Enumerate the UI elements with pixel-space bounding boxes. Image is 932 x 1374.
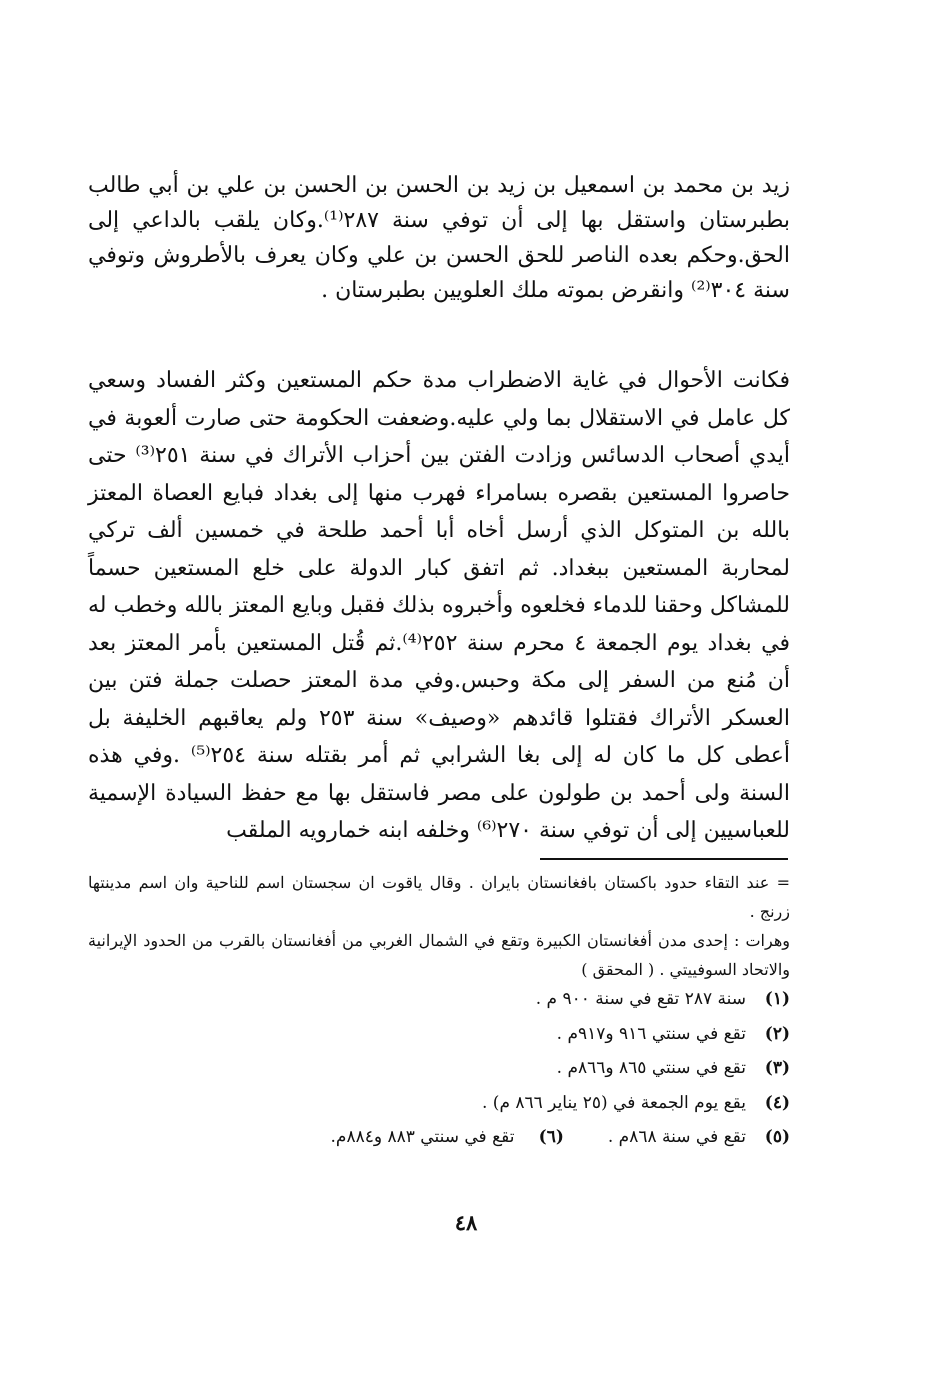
footnote-3	[88, 1054, 790, 1089]
footnote-1	[88, 985, 790, 1020]
footnote-text: تقع في سنة ٨٦٨م .	[607, 1127, 746, 1147]
page-number: ٤٨	[454, 1210, 478, 1235]
note-continuation-1: = عند التقاء حدود باكستان بافغانستان بايران . وقال ياقوت ان سجستان اسم للناحية وان اسم مدينتها زرنج .	[88, 873, 790, 921]
footnote-number: (٥)	[764, 1127, 790, 1147]
footnote-text: تقع في سنتي ٩١٦ و٩١٧م .	[556, 1023, 746, 1044]
footnote-text: سنة ٢٨٧ تقع في سنة ٩٠٠ م .	[535, 989, 746, 1009]
footnote-5	[88, 1123, 790, 1158]
footnote-4	[88, 1089, 790, 1124]
footnote-text: تقع في سنتي ٨٦٥ و٨٦٦م .	[556, 1058, 746, 1078]
footnote-text: تقع في سنتي ٨٨٣ و٨٨٤م.	[330, 1127, 515, 1147]
footnote-2	[88, 1020, 790, 1055]
footnote-6	[331, 1123, 564, 1152]
paragraph-1: زيد بن محمد بن اسمعيل بن زيد بن الحسن بن الحسن بن علي بن أبي طالب بطبرستان واستقل بها إلى أن توفي سنة ٢٨٧⁽¹⁾.وكان يلقب بالداعي إلى الحق.وحكم بعده الناصر للحق الحسن بن علي وكان يعرف بالأطروش وتوفي سنة ٣٠٤⁽²⁾ وانقرض بموته ملك العلويين بطبرستان .	[88, 173, 790, 303]
footnote-number: (٢)	[764, 1023, 790, 1044]
footnote-list	[88, 985, 790, 1158]
paragraph-2: فكانت الأحوال في غاية الاضطراب مدة حكم المستعين وكثر الفساد وسعي كل عامل في الاستقلال بما ولي عليه.وضعفت الحكومة حتى صارت ألعوبة في أيدي أصحاب الدسائس وزادت الفتن بين أحزاب الأتراك في سنة ٢٥١⁽³⁾ حتى حاصروا المستعين بقصره بسامراء فهرب منها إلى بغداد فبايع العصاة المعتز بالله بن المتوكل الذي أرسل أخاه أبا أحمد طلحة في خمسين ألف تركي لمحاربة المستعين ببغداد. ثم اتفق كبار الدولة على خلع المستعين حسماً للمشاكل وحقنا للدماء فخلعوه وأخبروه بذلك فقبل وبايع المعتز بالله وخطب له في بغداد يوم الجمعة ٤ محرم سنة ٢٥٢⁽⁴⁾.ثم قُتل المستعين بأمر المعتز بعد أن مُنع من السفر إلى مكة وحبس.وفي مدة المعتز حصلت جملة فتن بين العسكر الأتراك فقتلوا قائدهم «وصيف» سنة ٢٥٣ ولم يعاقبهم الخليفة بل أعطى كل ما كان له إلى بغا الشرابي ثم أمر بقتله سنة ٢٥٤⁽⁵⁾ .وفي هذه السنة ولى أحمد بن طولون على مصر فاستقل بها مع حفظ السيادة الإسمية للعباسيين إلى أن توفي سنة ٢٧٠⁽⁶⁾ وخلفه ابنه خمارويه الملقب	[88, 368, 791, 843]
note-continuation-2: وهرات : إحدى مدن أفغانستان الكبيرة وتقع في الشمال الغربي من أفغانستان بالقرب من الحدود الإيرانية والاتحاد السوفييتي . ( المحقق )	[88, 931, 790, 979]
footnote-text: يقع يوم الجمعة في (٢٥ يناير ٨٦٦ م) .	[482, 1092, 746, 1113]
footnote-number: (٣)	[764, 1058, 790, 1078]
footnote-number: (٤)	[764, 1092, 790, 1113]
footnote-number: (١)	[764, 989, 790, 1009]
footnote-number: (٦)	[538, 1127, 564, 1147]
footnote-separator	[540, 858, 788, 860]
footnotes-section	[88, 868, 790, 1158]
